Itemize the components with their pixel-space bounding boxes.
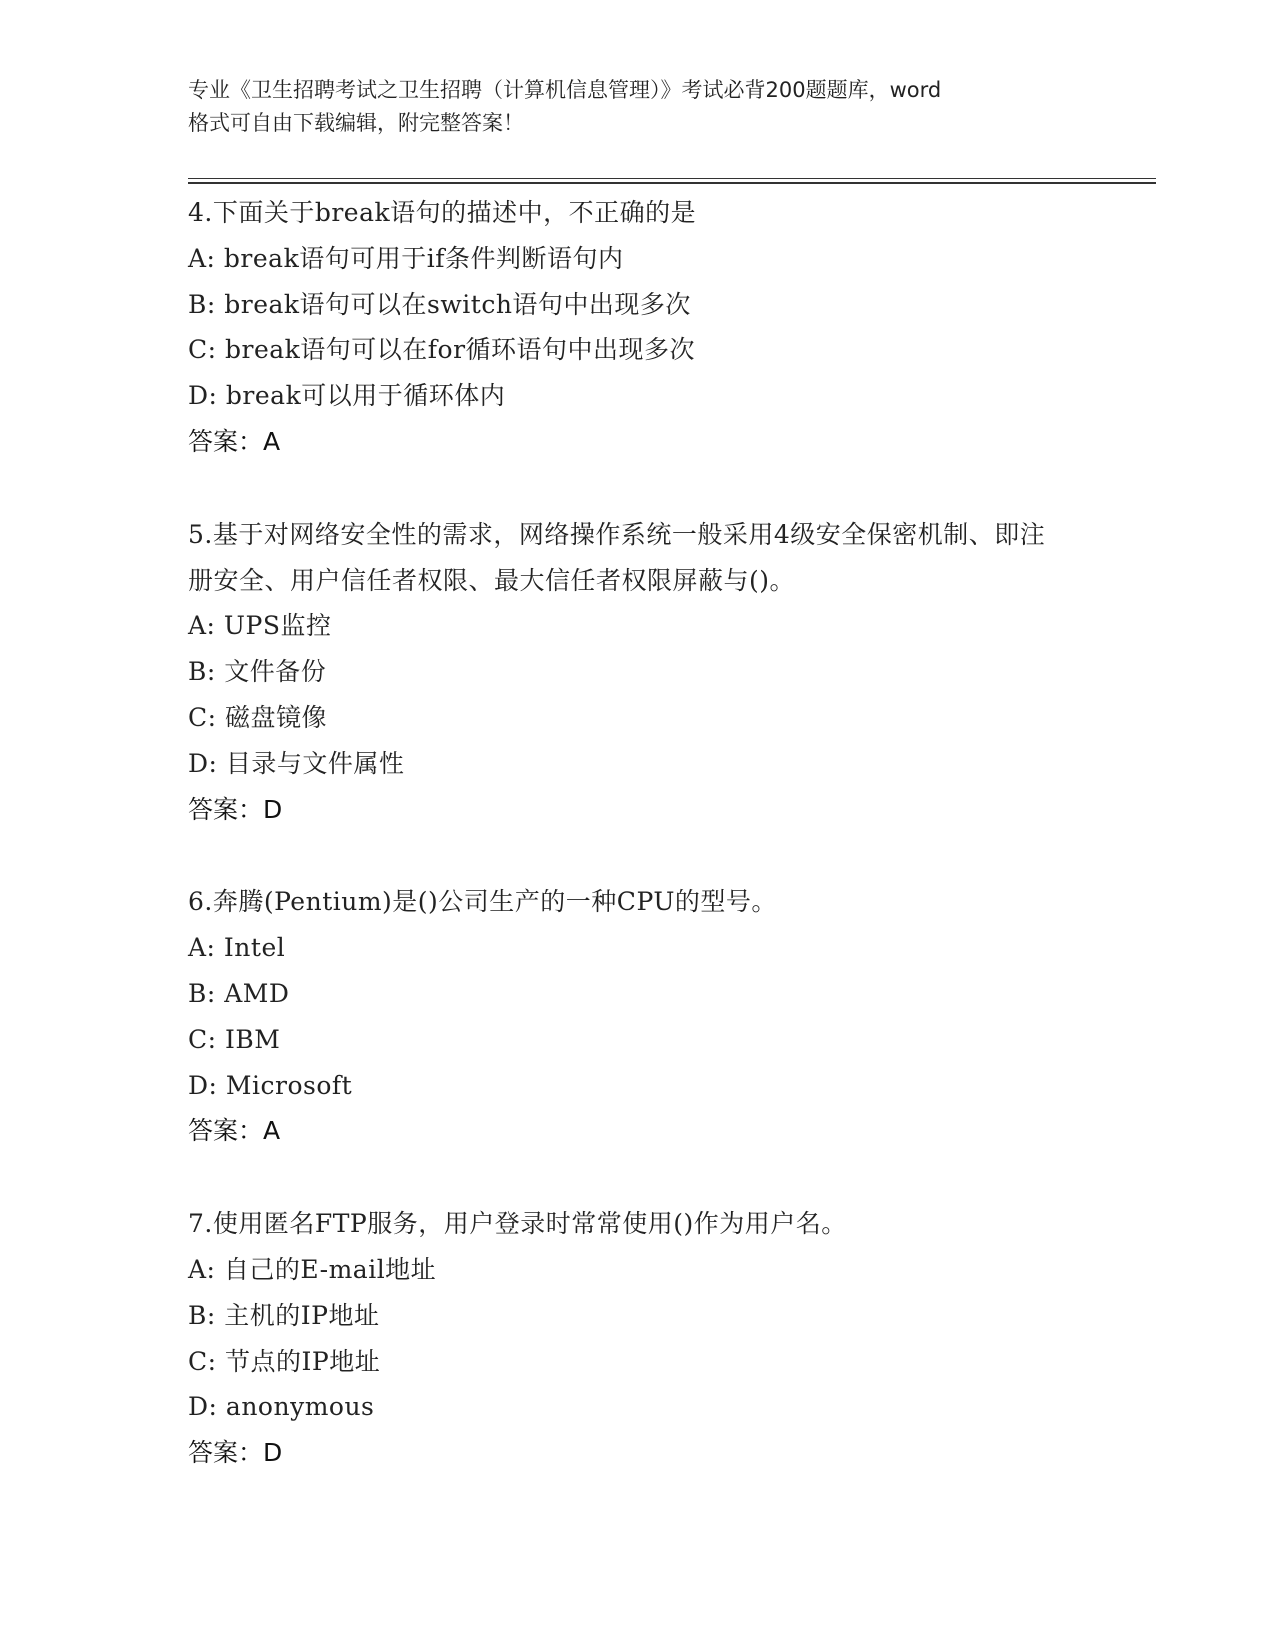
question-list bbox=[188, 190, 1148, 1523]
option-a: A: break语句可用于if条件判断语句内 bbox=[188, 243, 624, 273]
answer-label: 答案：D bbox=[188, 1438, 283, 1468]
option-a: A: 自己的E-mail地址 bbox=[188, 1254, 437, 1284]
question-item bbox=[188, 190, 1148, 465]
header-divider-bottom bbox=[188, 182, 1156, 184]
option-b: B: break语句可以在switch语句中出现多次 bbox=[188, 289, 691, 319]
option-a: A: UPS监控 bbox=[188, 611, 332, 641]
option-c: C: IBM bbox=[188, 1024, 281, 1054]
question-item bbox=[188, 879, 1148, 1154]
question-item bbox=[188, 1201, 1148, 1476]
option-d: D: 目录与文件属性 bbox=[188, 748, 405, 778]
question-stem: 7.使用匿名FTP服务，用户登录时常常使用()作为用户名。 bbox=[188, 1209, 847, 1239]
document-header bbox=[188, 74, 1088, 140]
header-line-1: 专业《卫生招聘考试之卫生招聘（计算机信息管理）》考试必背200题题库，word bbox=[188, 78, 942, 102]
option-b: B: 主机的IP地址 bbox=[188, 1300, 380, 1330]
header-divider-top bbox=[188, 178, 1156, 179]
option-d: D: break可以用于循环体内 bbox=[188, 381, 506, 411]
answer-label: 答案：A bbox=[188, 1116, 281, 1146]
option-d: D: Microsoft bbox=[188, 1070, 353, 1100]
question-item bbox=[188, 512, 1148, 833]
option-b: B: AMD bbox=[188, 978, 290, 1008]
answer-label: 答案：A bbox=[188, 426, 281, 456]
question-stem: 4.下面关于break语句的描述中，不正确的是 bbox=[188, 198, 697, 227]
header-line-2: 格式可自由下载编辑，附完整答案！ bbox=[188, 111, 524, 135]
question-stem: 5.基于对网络安全性的需求，网络操作系统一般采用4级安全保密机制、即注册安全、用户信任者权限、最大信任者权限屏蔽与()。 bbox=[188, 519, 1046, 595]
question-stem: 6.奔腾(Pentium)是()公司生产的一种CPU的型号。 bbox=[188, 887, 777, 917]
option-d: D: anonymous bbox=[188, 1392, 375, 1422]
option-a: A: Intel bbox=[188, 933, 286, 963]
answer-label: 答案：D bbox=[188, 794, 283, 824]
option-b: B: 文件备份 bbox=[188, 657, 327, 687]
option-c: C: 磁盘镜像 bbox=[188, 702, 327, 732]
option-c: C: 节点的IP地址 bbox=[188, 1346, 381, 1376]
option-c: C: break语句可以在for循环语句中出现多次 bbox=[188, 335, 696, 365]
